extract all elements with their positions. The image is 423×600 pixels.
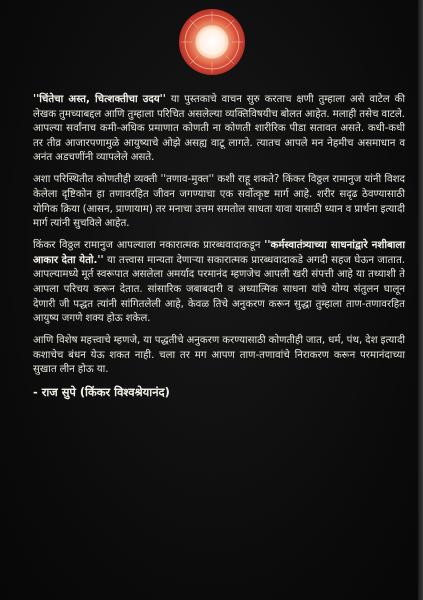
- paragraph-1: [33, 93, 405, 166]
- paragraph-3-lead: किंकर विठ्ठल रामानुज आपल्याला नकारात्मक प्रारब्धवादाकडून: [33, 240, 265, 252]
- page-edge: [418, 0, 423, 600]
- paragraph-4: [33, 334, 405, 378]
- paragraph-1-text: या पुस्तकाचे वाचन सुरु करताच क्षणी तुम्हाला असे वाटेल की लेखक तुमच्याबद्दल आणि तुम्हाला परिचित असलेल्या व्यक्तिविषयीच बोलत आहेत. मलाही तसेच वाटले. आपल्या सर्वांनाच कमी-अधिक प्रमाणात कोणती ना कोणती शारीरिक पीडा सतावत असते. कधी-कधी तर तीव्र आजारपणामुळे आयुष्याचे ओझे असह्य वाटू लागते. त्यातच आपले मन नेहमीच असमाधान व अनंत अडचणींनी व्यापलेले असते.: [33, 94, 405, 164]
- paragraph-3-text: या तत्त्वास मान्यता देणाऱ्या सकारात्मक प्रारब्धवादाकडे अगदी सहज घेऊन जातात. आपल्यामध्ये मूर्त स्वरूपात असलेला अमर्याद परमानंद म्हणजेच आपली खरी संपत्ती आहे या तथ्याशी ते आपला परिचय करून देतात. सांसारिक जबाबदारी व अध्यात्मिक साधना यांचे योग्य संतुलन घालून देणारी जी पद्धत त्यांनी सांगितलेली आहे, केवळ तिचे अनुकरण करून सुद्धा तुम्हाला ताण-तणावरहित आयुष्य जगणे शक्य होऊ शकेल.: [33, 254, 405, 325]
- principle-quote: ''कर्मस्वातंत्र्याच्या साधनांद्वारे नशीबाला आकार देता येतो.'': [33, 240, 405, 266]
- paragraph-2: [33, 173, 405, 231]
- paragraph-3: [33, 239, 405, 327]
- author-signature: - राज सुपे (किंकर विश्वश्रेयानंद): [33, 385, 170, 400]
- emblem-sun-icon: [178, 8, 246, 76]
- paragraph-2-text: अशा परिस्थितीत कोणतीही व्यक्ती ''तणाव-मुक्त'' कशी राहू शकते? किंकर विठ्ठल रामानुज यांनी विशद केलेला दृष्टिकोन हा तणावरहित जीवन जगण्याचा एक सर्वोत्कृष्ट मार्ग आहे. शरीर सदृढ ठेवण्यासाठी योगिक क्रिया (आसन, प्राणायाम) तर मनाचा उत्तम समतोल साधता यावा यासाठी ध्यान व प्रार्थना इत्यादी मार्ग त्यांनी सुचविले आहेत.: [33, 174, 405, 230]
- paragraph-4-text: आणि विशेष महत्त्वाचे म्हणजे, या पद्धतीचे अनुकरण करण्यासाठी कोणतीही जात, धर्म, पंथ, देश इत्यादी कशाचेच बंधन येऊ शकत नाही. चला तर मग आपण ताण-तणावांचे निराकरण करून परमानंदाच्या सुखात लीन होऊ या.: [33, 335, 405, 376]
- blurb-text: [33, 93, 405, 400]
- book-title-quote: ''चिंतेचा अस्त, चित्शक्तीचा उदय'': [33, 94, 166, 105]
